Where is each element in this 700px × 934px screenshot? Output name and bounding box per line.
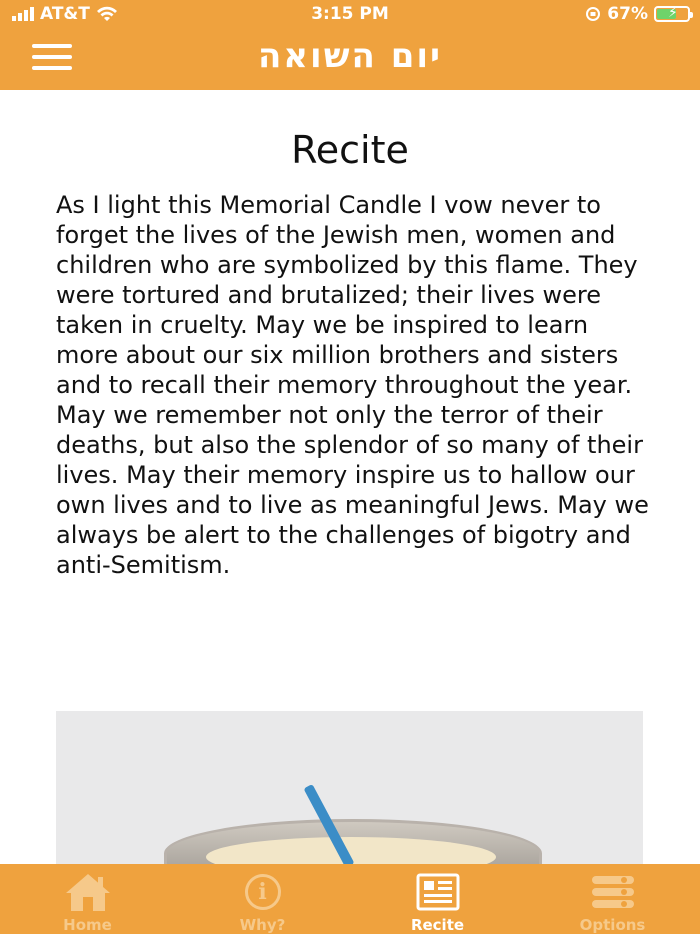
tab-why[interactable] [175, 864, 350, 934]
options-icon [590, 872, 636, 912]
page-title: יום השואה [257, 36, 443, 76]
status-time: 3:15 PM [311, 4, 389, 24]
info-icon: i [245, 874, 281, 910]
section-title: Recite [291, 128, 409, 172]
tab-recite-label: Recite [410, 916, 465, 934]
carrier-label: AT&T [40, 4, 90, 24]
main-content[interactable] [0, 90, 700, 864]
tab-home[interactable] [0, 864, 175, 934]
memorial-candle-photo [56, 711, 643, 864]
charging-bolt-icon: ⚡ [668, 5, 678, 21]
orientation-lock-icon [585, 6, 601, 22]
recitation-text: As I light this Memorial Candle I vow never to forget the lives of the Jewish men, women and children who are symbolized by this flame. They were tortured and brutalized; their lives were taken in cruelty. May we be inspired to learn more about our six million brothers and sisters and to recall their memory throughout the year. May we remember not only the terror of their deaths, but also the splendor of so many of their lives. May their memory inspire us to hallow our own lives and to live as meaningful Jews. May we always be alert to the challenges of bigotry and anti-Semitism. [56, 191, 649, 579]
document-icon [416, 872, 460, 912]
status-bar [0, 0, 700, 30]
tab-bar [0, 864, 700, 934]
battery-icon [654, 6, 690, 22]
tab-options[interactable] [525, 864, 700, 934]
battery-percent: 67% [607, 4, 648, 24]
tab-recite[interactable] [350, 864, 525, 934]
home-icon [63, 871, 113, 913]
tab-home-label: Home [63, 916, 112, 934]
tab-options-label: Options [579, 916, 646, 934]
tab-why-label: Why? [239, 916, 286, 934]
app-header [0, 0, 700, 90]
